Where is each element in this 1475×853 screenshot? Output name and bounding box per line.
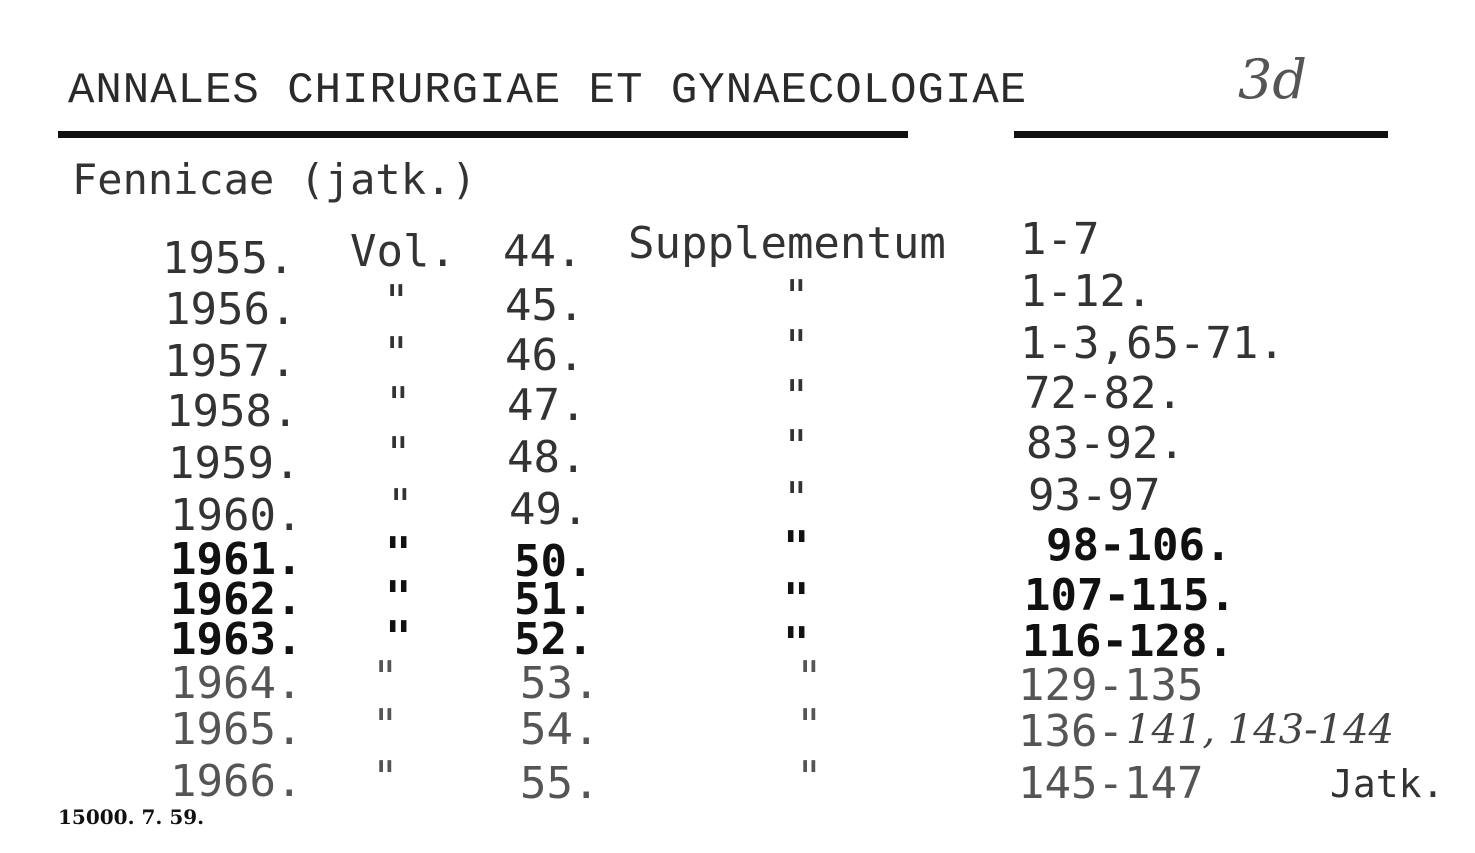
pages-cell: 83-92.: [1026, 418, 1185, 469]
supplement-cell: ": [783, 371, 810, 422]
card-subtitle: Fennicae (jatk.): [72, 155, 477, 204]
supplement-cell: ": [796, 700, 823, 751]
year-cell: 1960.: [170, 490, 303, 541]
number-cell: 49.: [509, 484, 589, 535]
year-cell: 1955.: [162, 233, 295, 284]
pages-cell: 145-147: [1018, 758, 1204, 809]
pages-cell: 107-115.: [1024, 570, 1236, 621]
vol-cell: ": [385, 378, 412, 429]
pages-cell: 98-106.: [1046, 520, 1232, 571]
vol-cell: ": [385, 528, 412, 579]
supplement-cell: ": [783, 574, 810, 625]
vol-cell: ": [385, 428, 412, 479]
year-cell: 1962.: [170, 574, 303, 625]
pages-cell: 129-135: [1018, 660, 1204, 711]
year-cell: 1965.: [170, 704, 303, 755]
title-underline-left: [58, 131, 908, 138]
card-title: ANNALES CHIRURGIAE ET GYNAECOLOGIAE: [68, 66, 1028, 116]
footer-code: 15000. 7. 59.: [58, 805, 205, 829]
title-underline-right: [1014, 131, 1388, 138]
year-cell: 1958.: [166, 386, 299, 437]
number-cell: 53.: [520, 658, 600, 709]
vol-cell: ": [383, 328, 410, 379]
year-cell: 1956.: [164, 284, 297, 335]
supplement-cell: ": [783, 522, 810, 573]
number-cell: 50.: [514, 536, 594, 587]
pages-cell: 1-7: [1020, 214, 1100, 265]
continued-label: Jatk.: [1330, 762, 1445, 806]
vol-cell: ": [372, 652, 399, 703]
supplement-cell: Supplementum: [628, 218, 946, 269]
supplement-cell: ": [783, 618, 810, 669]
number-cell: 47.: [507, 380, 587, 431]
number-cell: 45.: [505, 280, 585, 331]
pages-cell: 116-128.: [1022, 616, 1234, 667]
vol-cell: ": [385, 612, 412, 663]
number-cell: 51.: [514, 574, 594, 625]
number-cell: 46.: [505, 330, 585, 381]
number-cell: 55.: [520, 758, 600, 809]
vol-cell: ": [383, 276, 410, 327]
year-cell: 1959.: [168, 438, 301, 489]
vol-cell: ": [372, 700, 399, 751]
number-cell: 54.: [520, 704, 600, 755]
supplement-cell: ": [796, 652, 823, 703]
pages-cell: 136-: [1018, 706, 1124, 757]
handwritten-note: 3d: [1238, 48, 1307, 111]
pages-cell: 1-12.: [1020, 266, 1153, 317]
supplement-cell: ": [783, 321, 810, 372]
vol-cell: ": [385, 572, 412, 623]
pages-cell: 1-3,65-71.: [1020, 318, 1285, 369]
number-cell: 44.: [503, 226, 583, 277]
pages-cell: 93-97: [1028, 470, 1161, 521]
year-cell: 1964.: [170, 658, 303, 709]
year-cell: 1966.: [170, 756, 303, 807]
vol-cell: Vol.: [350, 226, 456, 277]
year-cell: 1961.: [170, 534, 303, 585]
supplement-cell: ": [783, 421, 810, 472]
supplement-cell: ": [783, 473, 810, 524]
handwritten-pages: 141, 143-144: [1126, 707, 1394, 753]
vol-cell: ": [372, 752, 399, 803]
number-cell: 48.: [507, 432, 587, 483]
year-cell: 1963.: [170, 614, 303, 665]
number-cell: 52.: [514, 614, 594, 665]
vol-cell: ": [387, 480, 414, 531]
supplement-cell: ": [783, 271, 810, 322]
pages-cell: 72-82.: [1024, 368, 1183, 419]
year-cell: 1957.: [164, 336, 297, 387]
supplement-cell: ": [796, 752, 823, 803]
